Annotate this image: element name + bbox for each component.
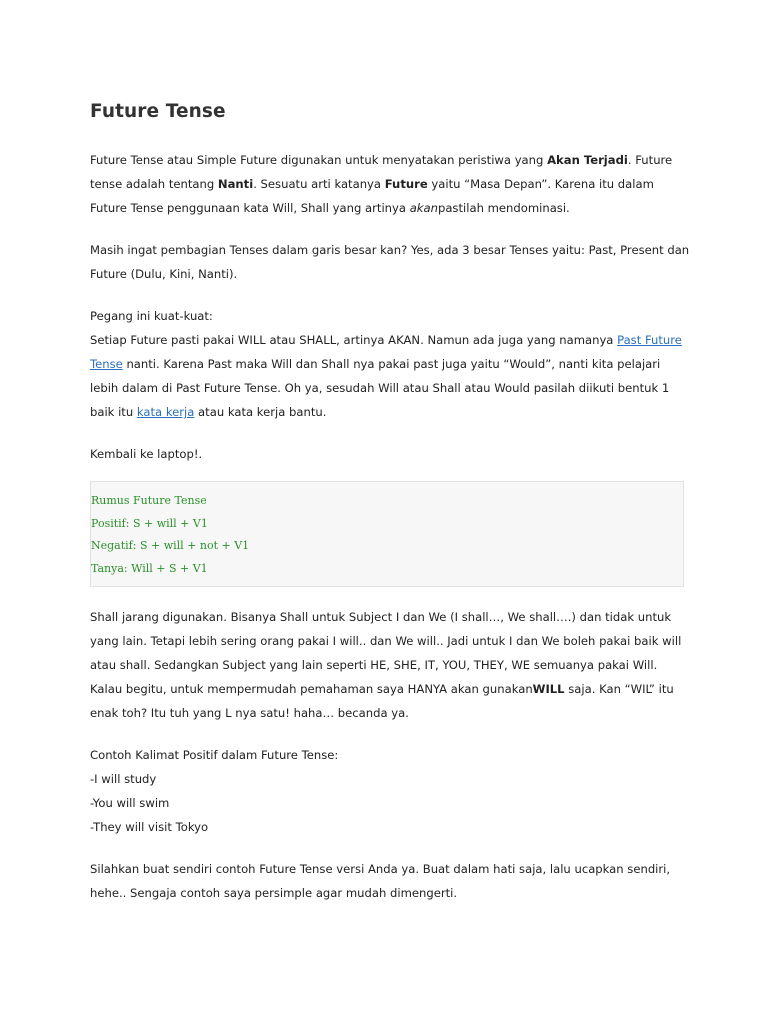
- formula-positive: Positif: S + will + V1: [91, 516, 208, 530]
- rules-text-2: nanti. Karena Past maka Will dan Shall nya pakai past juga yaitu “Would”, nanti kita pelajari lebih dalam di Past Future Tense. Oh ya, sesudah Will atau Shall atau Would pasilah diikuti bentuk 1 baik itu: [90, 357, 670, 419]
- shall-bold-will: WILL: [532, 682, 565, 696]
- kata-kerja-link[interactable]: kata kerja: [136, 405, 195, 419]
- list-item: -I will study: [90, 772, 157, 786]
- shall-paragraph: [90, 605, 690, 725]
- back-to-laptop-paragraph: Kembali ke laptop!.: [90, 447, 203, 461]
- intro-text-3: . Sesuatu arti katanya: [253, 177, 385, 191]
- intro-bold-future: Future: [384, 177, 428, 191]
- intro-text-2: . Future tense adalah tentang: [90, 153, 673, 191]
- shall-text-2: saja. Kan “WIL” itu enak toh? Itu tuh yang L nya satu! haha… becanda ya.: [90, 682, 674, 720]
- intro-bold-akan-terjadi: Akan Terjadi: [547, 153, 628, 167]
- list-item: -You will swim: [90, 796, 170, 810]
- formula-title: Rumus Future Tense: [91, 494, 207, 507]
- formula-code-box: [90, 481, 684, 587]
- shall-text-1: Shall jarang digunakan. Bisanya Shall untuk Subject I dan We (I shall…, We shall….) dan tidak untuk yang lain. Tetapi lebih sering orang pakai I will.. dan We will.. Jadi untuk I dan We boleh pakai baik will atau shall. Sedangkan Subject yang lain seperti HE, SHE, IT, YOU, THEY, WE semuanya pakai Will. Kalau begitu, untuk mempermudah pemahaman saya HANYA akan gunakan: [90, 610, 682, 696]
- formula-question: Tanya: Will + S + V1: [91, 561, 208, 575]
- intro-bold-nanti: Nanti: [217, 177, 254, 191]
- intro-text-5: pastilah mendominasi.: [437, 201, 570, 215]
- rules-text-1: Setiap Future pasti pakai WILL atau SHALL, artinya AKAN. Namun ada juga yang namanya: [90, 333, 618, 347]
- intro-paragraph: [90, 148, 690, 220]
- rules-text-3: atau kata kerja bantu.: [194, 405, 327, 419]
- tenses-paragraph: Masih ingat pembagian Tenses dalam garis besar kan? Yes, ada 3 besar Tenses yaitu: Past, Present dan Future (Dulu, Kini, Nanti).: [90, 243, 690, 281]
- examples-heading: Contoh Kalimat Positif dalam Future Tense:: [90, 748, 339, 762]
- article: [90, 98, 690, 905]
- rules-heading: Pegang ini kuat-kuat:: [90, 309, 213, 323]
- closing-paragraph: Silahkan buat sendiri contoh Future Tense versi Anda ya. Buat dalam hati saja, lalu ucapkan sendiri, hehe.. Sengaja contoh saya persimple agar mudah dimengerti.: [90, 862, 671, 900]
- past-future-tense-link[interactable]: Past Future Tense: [90, 333, 682, 371]
- intro-text-1: Future Tense atau Simple Future digunakan untuk menyatakan peristiwa yang: [90, 153, 548, 167]
- examples-paragraph: [90, 743, 690, 839]
- rules-paragraph: [90, 304, 690, 424]
- list-item: -They will visit Tokyo: [90, 820, 209, 834]
- page-title: Future Tense: [90, 101, 226, 122]
- intro-text-4: yaitu “Masa Depan”. Karena itu dalam Future Tense penggunaan kata Will, Shall yang artinya: [90, 177, 654, 215]
- intro-italic-akan: akan: [409, 201, 438, 215]
- formula-negative: Negatif: S + will + not + V1: [91, 539, 250, 552]
